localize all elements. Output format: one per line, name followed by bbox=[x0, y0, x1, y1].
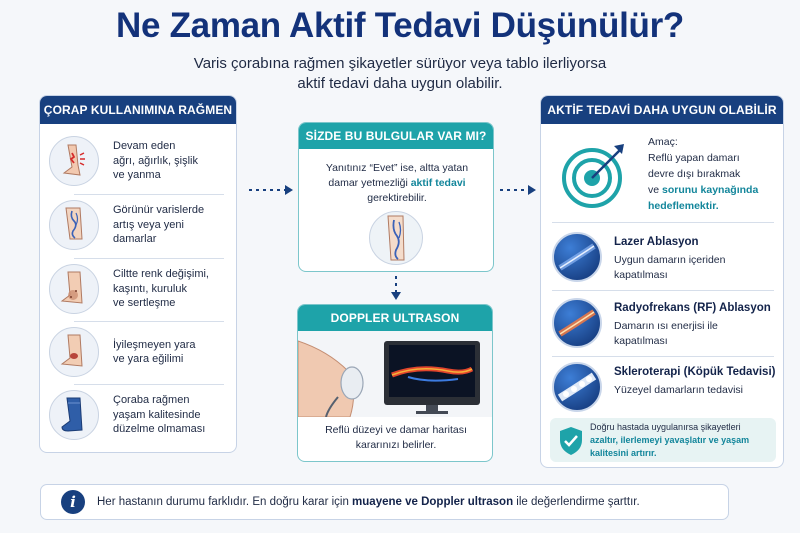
treatment-divider bbox=[552, 356, 774, 357]
benefit-note-text bbox=[590, 421, 772, 460]
symptom-pain-line1: Devam eden bbox=[113, 140, 176, 153]
findings-text-line2-bold: aktif tedavi bbox=[410, 177, 466, 189]
treatment-laser bbox=[552, 232, 778, 284]
symptom-veins-line1: Görünür varislerde bbox=[113, 204, 205, 217]
findings-text-line2 bbox=[307, 176, 487, 191]
symptom-item-pain bbox=[49, 133, 227, 189]
stocking-icon bbox=[49, 390, 99, 440]
symptom-veins-line3: damarlar bbox=[113, 233, 157, 246]
treatment-rf-desc2: kapatılması bbox=[614, 335, 668, 347]
skin-change-icon bbox=[49, 264, 99, 314]
symptom-item-wound bbox=[49, 324, 227, 380]
benefit-note-line3-bold: kalitesini artırır. bbox=[590, 448, 657, 458]
page-subtitle bbox=[150, 54, 650, 94]
shield-check-icon bbox=[558, 426, 584, 456]
subtitle-line-2: aktif tedavi daha uygun olabilir. bbox=[297, 75, 503, 92]
benefit-note-line2-bold: azaltır, ilerlemeyi yavaşlatır ve yaşam bbox=[590, 435, 750, 445]
treatment-laser-name: Lazer Ablasyon bbox=[614, 236, 699, 248]
target-icon bbox=[560, 142, 628, 210]
symptom-item-veins bbox=[49, 197, 227, 253]
benefit-note-line3 bbox=[590, 447, 772, 460]
symptom-skin-line3: ve sertleşme bbox=[113, 297, 176, 310]
treatment-sclero bbox=[552, 362, 778, 414]
goal-label: Amaç: bbox=[648, 136, 678, 148]
treatment-rf bbox=[552, 298, 778, 350]
goal-text bbox=[648, 134, 778, 214]
symptom-pain-line2: ağrı, ağırlık, şişlik bbox=[113, 154, 198, 167]
goal-line4-bold: hedeflemektir. bbox=[648, 200, 719, 212]
symptom-divider bbox=[74, 258, 224, 259]
leg-pain-icon bbox=[49, 136, 99, 186]
symptom-pain-line3: ve yanma bbox=[113, 169, 161, 182]
treatment-sclero-desc bbox=[614, 383, 743, 398]
treatment-divider bbox=[552, 222, 774, 223]
info-text bbox=[97, 496, 640, 508]
symptom-divider bbox=[74, 194, 224, 195]
symptoms-panel-heading: ÇORAP KULLANIMINA RAĞMEN bbox=[40, 96, 236, 124]
benefit-note-line2 bbox=[590, 434, 772, 447]
goal-line1: Reflü yapan damarı bbox=[648, 152, 740, 164]
symptom-wound-line1: İyileşmeyen yara bbox=[113, 338, 196, 351]
symptom-skin-line1: Ciltte renk değişimi, bbox=[113, 268, 209, 281]
findings-text-line1: Yanıtınız “Evet” ise, altta yatan bbox=[325, 162, 469, 174]
doppler-text-line1: Reflü düzeyi ve damar haritası bbox=[325, 424, 467, 436]
findings-panel-heading: SİZDE BU BULGULAR VAR MI? bbox=[299, 123, 493, 149]
doppler-panel-heading: DOPPLER ULTRASON bbox=[298, 305, 492, 331]
goal-line4 bbox=[648, 198, 778, 214]
symptom-stocking-line3: düzelme olmaması bbox=[113, 423, 206, 436]
flow-arrow-right-icon bbox=[247, 183, 295, 197]
flow-arrow-down-icon bbox=[389, 275, 403, 301]
findings-text-line3: gerektirebilir. bbox=[367, 192, 427, 204]
goal-line3 bbox=[648, 182, 778, 198]
laser-ablation-icon bbox=[552, 232, 602, 282]
doppler-ultrasound-icon bbox=[298, 331, 493, 417]
treatment-laser-desc1: Uygun damarın içeriden bbox=[614, 254, 726, 266]
info-banner bbox=[40, 484, 729, 520]
doppler-text bbox=[308, 423, 484, 452]
goal-line3-bold: sorunu kaynağında bbox=[662, 184, 759, 196]
symptom-stocking-line2: yaşam kalitesinde bbox=[113, 408, 201, 421]
goal-line3-pre: ve bbox=[648, 184, 660, 196]
info-text-bold: muayene ve Doppler ultrason bbox=[352, 496, 514, 508]
treatment-laser-desc bbox=[614, 253, 725, 283]
doppler-text-line2: kararınızı belirler. bbox=[355, 438, 437, 451]
treatment-laser-desc2: kapatılması bbox=[614, 269, 668, 281]
symptom-item-stocking bbox=[49, 387, 227, 443]
page-title: Ne Zaman Aktif Tedavi Düşünülür? bbox=[116, 6, 684, 45]
symptom-divider bbox=[74, 384, 224, 385]
findings-panel bbox=[298, 122, 494, 272]
treatment-divider bbox=[552, 290, 774, 291]
symptom-skin-line2: kaşıntı, kuruluk bbox=[113, 282, 187, 295]
goal-line2: devre dışı bırakmak bbox=[648, 168, 741, 180]
treatment-rf-desc bbox=[614, 319, 718, 349]
symptom-item-skin bbox=[49, 261, 227, 317]
treatment-sclero-name: Skleroterapi (Köpük Tedavisi) bbox=[614, 366, 776, 378]
rf-ablation-icon bbox=[552, 298, 602, 348]
sclerotherapy-icon bbox=[552, 362, 602, 412]
findings-text bbox=[307, 161, 487, 206]
info-icon: i bbox=[61, 490, 85, 514]
symptom-divider bbox=[74, 321, 224, 322]
symptom-stocking-line1: Çoraba rağmen bbox=[113, 394, 190, 407]
treatment-rf-name: Radyofrekans (RF) Ablasyon bbox=[614, 302, 771, 314]
treatment-rf-desc1: Damarın ısı enerjisi ile bbox=[614, 320, 718, 332]
treatment-sclero-desc1: Yüzeyel damarların tedavisi bbox=[614, 384, 743, 396]
info-text-pre: Her hastanın durumu farklıdır. En doğru karar için bbox=[97, 496, 349, 508]
info-text-post: ile değerlendirme şarttır. bbox=[516, 496, 640, 508]
doppler-panel bbox=[297, 304, 493, 462]
symptom-veins-line2: artış veya yeni bbox=[113, 218, 184, 231]
wound-icon bbox=[49, 327, 99, 377]
symptom-wound-line2: ve yara eğilimi bbox=[113, 353, 184, 365]
visible-veins-icon bbox=[49, 200, 99, 250]
subtitle-line-1: Varis çorabına rağmen şikayetler sürüyor veya tablo ilerliyorsa bbox=[193, 55, 607, 72]
treatment-panel-heading: AKTİF TEDAVİ DAHA UYGUN OLABİLİR bbox=[541, 96, 783, 124]
flow-arrow-right-icon bbox=[498, 183, 538, 197]
vein-leg-icon bbox=[369, 211, 423, 265]
benefit-note-line1: Doğru hastada uygulanırsa şikayetleri bbox=[590, 422, 741, 432]
findings-text-line2-pre: damar yetmezliği bbox=[328, 177, 408, 189]
benefit-note bbox=[550, 418, 776, 462]
